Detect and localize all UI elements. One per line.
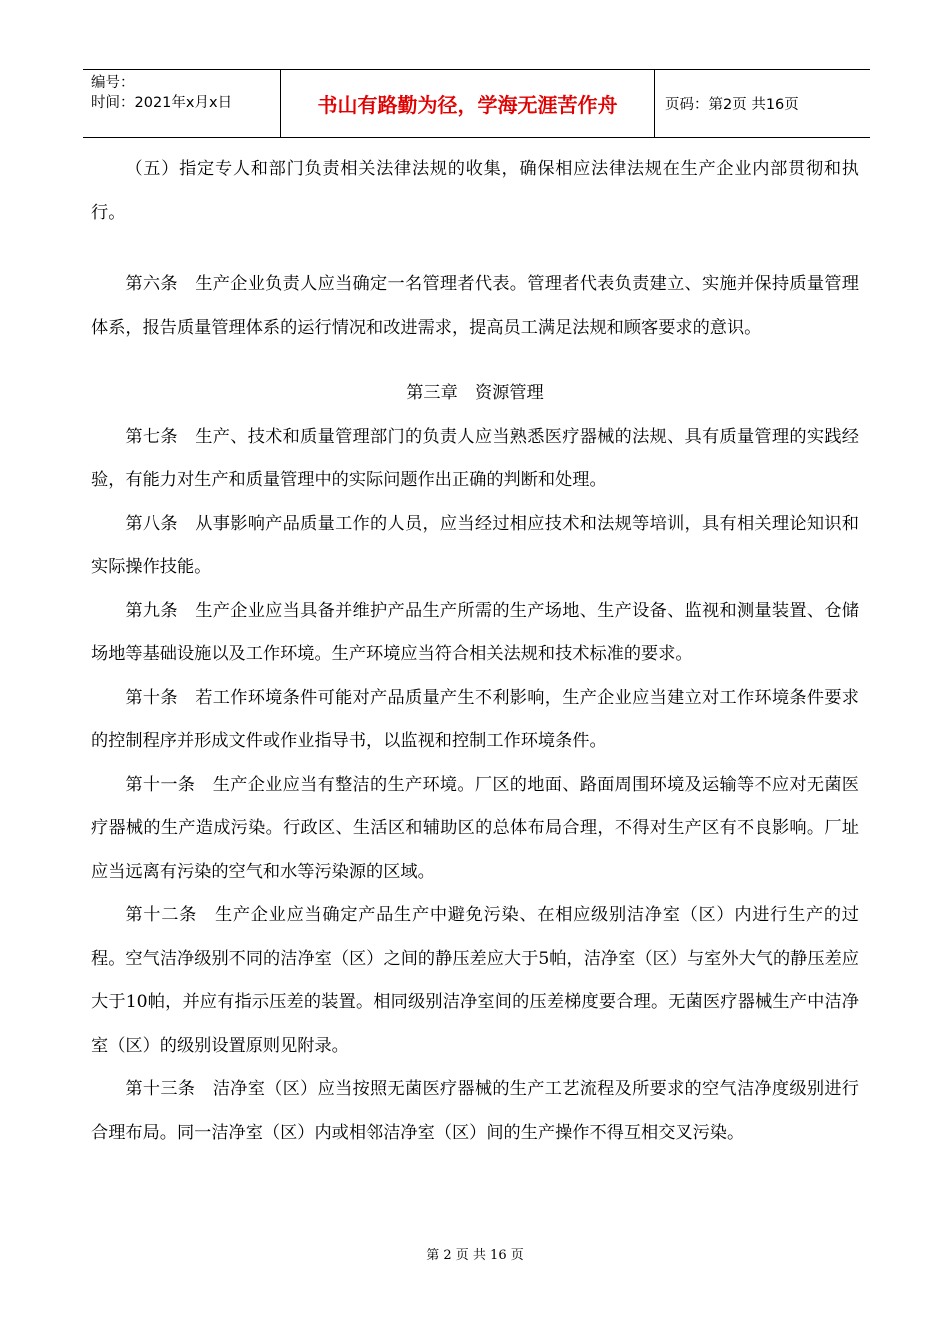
footer-page-number: 第 2 页 共 16 页	[426, 1248, 524, 1263]
article-10: 第十条 若工作环境条件可能对产品质量产生不利影响，生产企业应当建立对工作环境条件要求的控制程序并形成文件或作业指导书，以监视和控制工作环境条件。	[91, 687, 859, 751]
article-8: 第八条 从事影响产品质量工作的人员，应当经过相应技术和法规等培训，具有相关理论知识和实际操作技能。	[91, 513, 859, 577]
header-motto: 书山有路勤为径，学海无涯苦作舟	[281, 70, 655, 137]
page-footer	[0, 1244, 950, 1263]
header-page-number: 页码：第2页 共16页	[665, 97, 799, 113]
article-9: 第九条 生产企业应当具备并维护产品生产所需的生产场地、生产设备、监视和测量装置、仓储场地等基础设施以及工作环境。生产环境应当符合相关法规和技术标准的要求。	[91, 600, 859, 664]
article-11: 第十一条 生产企业应当有整洁的生产环境。厂区的地面、路面周围环境及运输等不应对无菌医疗器械的生产造成污染。行政区、生活区和辅助区的总体布局合理，不得对生产区有不良影响。厂址应当远离有污染的空气和水等污染源的区域。	[91, 774, 859, 882]
article-6: 第六条 生产企业负责人应当确定一名管理者代表。管理者代表负责建立、实施并保持质量管理体系，报告质量管理体系的运行情况和改进需求，提高员工满足法规和顾客要求的意识。	[91, 274, 859, 338]
document-date-label: 时间：2021年x月x日	[91, 95, 233, 111]
document-body	[91, 148, 859, 1155]
article-7: 第七条 生产、技术和质量管理部门的负责人应当熟悉医疗器械的法规、具有质量管理的实践经验，有能力对生产和质量管理中的实际问题作出正确的判断和处理。	[91, 426, 859, 490]
header-meta	[83, 70, 281, 137]
article-13: 第十三条 洁净室（区）应当按照无菌医疗器械的生产工艺流程及所要求的空气洁净度级别进行合理布局。同一洁净室（区）内或相邻洁净室（区）间的生产操作不得互相交叉污染。	[91, 1079, 859, 1143]
article-12: 第十二条 生产企业应当确定产品生产中避免污染、在相应级别洁净室（区）内进行生产的过程。空气洁净级别不同的洁净室（区）之间的静压差应大于5帕，洁净室（区）与室外大气的静压差应大于10帕，并应有指示压差的装置。相同级别洁净室间的压差梯度要合理。无菌医疗器械生产中洁净室（区）的级别设置原则见附录。	[91, 905, 859, 1056]
page-header	[83, 69, 870, 138]
chapter-heading: 第三章 资源管理	[406, 383, 544, 403]
document-number-label: 编号：	[91, 75, 135, 91]
clause-5: （五）指定专人和部门负责相关法律法规的收集，确保相应法律法规在生产企业内部贯彻和执行。	[91, 159, 859, 223]
